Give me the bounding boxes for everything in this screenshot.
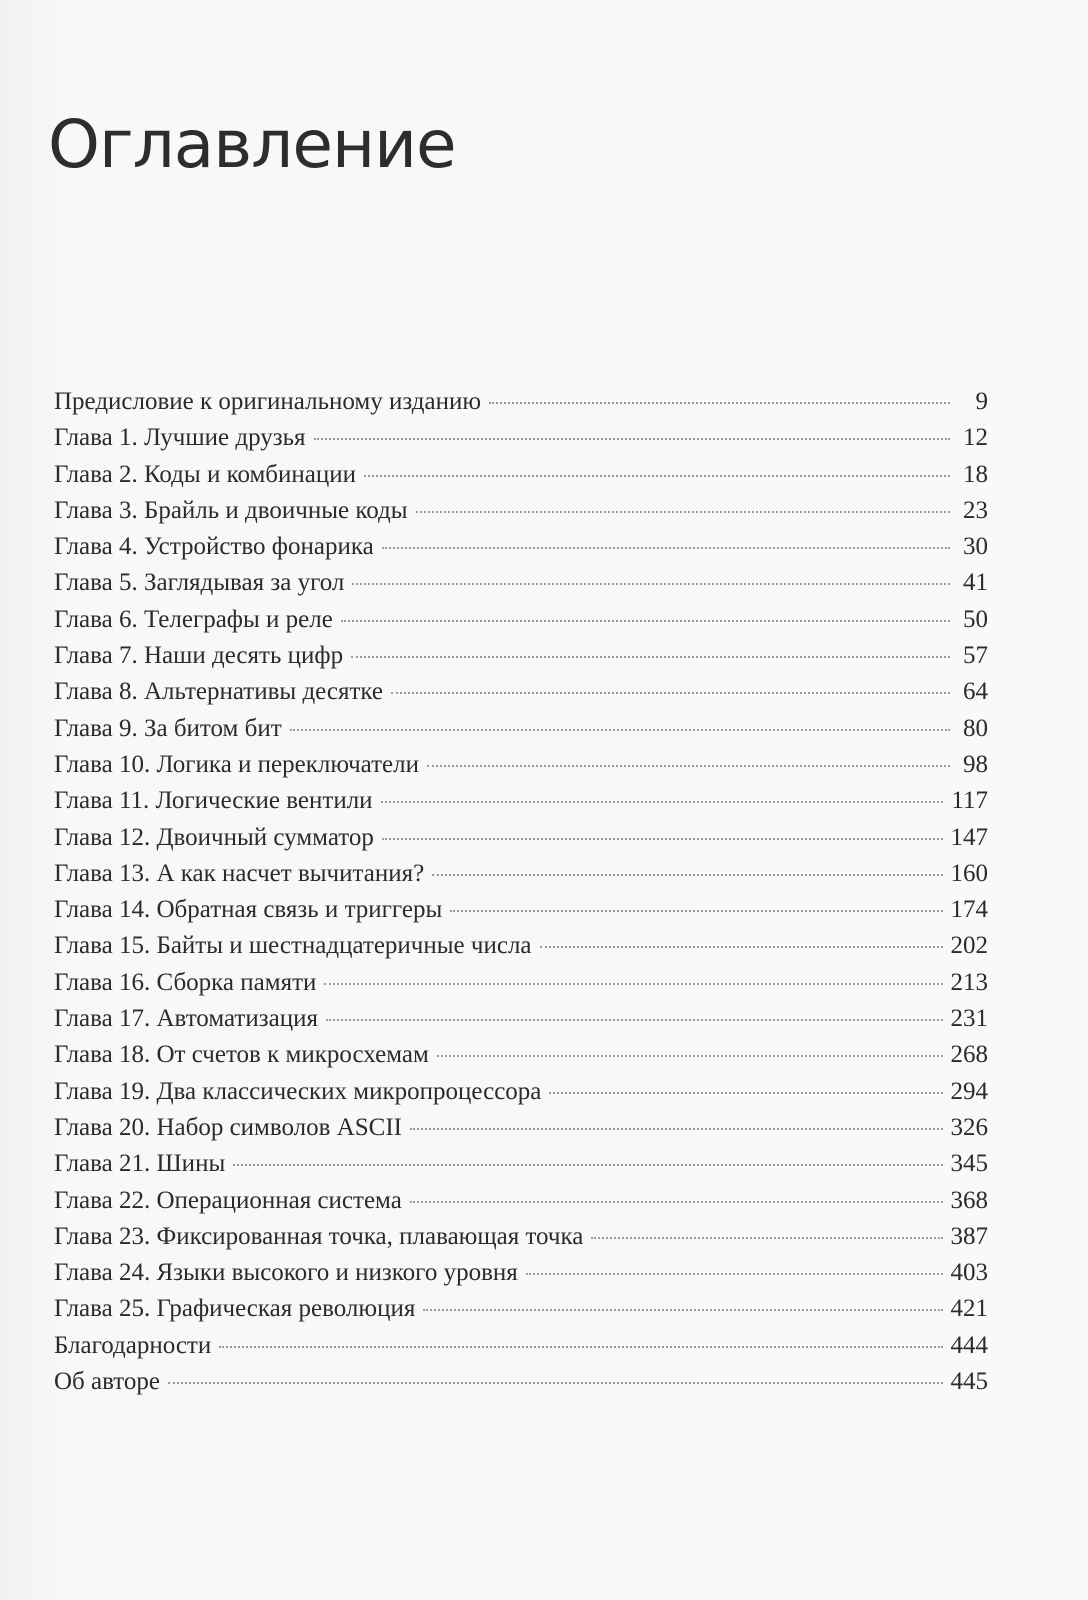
toc-entry-page-number: 294 — [950, 1077, 988, 1105]
toc-entry-page-number: 368 — [950, 1186, 988, 1214]
toc-entry-title: Глава 17. Автоматизация — [54, 1005, 318, 1033]
dot-leader — [410, 1128, 943, 1130]
dot-leader — [326, 1019, 943, 1021]
toc-entry-title: Предисловие к оригинальному изданию — [54, 388, 482, 415]
dot-leader — [290, 729, 950, 731]
dot-leader — [423, 1309, 942, 1311]
toc-entry-page-number: 174 — [950, 896, 988, 924]
table-of-contents — [54, 384, 988, 1400]
dot-leader — [233, 1164, 942, 1166]
toc-entry-page-number: 23 — [963, 496, 988, 524]
toc-entry[interactable] — [54, 1183, 988, 1219]
dot-leader — [168, 1382, 943, 1384]
toc-entry[interactable] — [54, 1001, 988, 1037]
toc-entry-page-number: 80 — [963, 714, 988, 742]
toc-entry-page-number: 9 — [975, 388, 988, 415]
dot-leader — [526, 1273, 943, 1275]
dot-leader — [437, 1055, 943, 1057]
toc-entry[interactable] — [54, 820, 988, 856]
toc-entry-title: Глава 13. А как насчет вычитания? — [54, 859, 425, 887]
dot-leader — [540, 946, 943, 948]
dot-leader — [450, 910, 942, 912]
toc-entry[interactable] — [54, 1291, 988, 1327]
toc-entry-title: Глава 14. Обратная связь и триггеры — [54, 896, 443, 924]
toc-entry-page-number: 117 — [951, 787, 988, 815]
dot-leader — [219, 1346, 942, 1348]
toc-entry[interactable] — [54, 1074, 988, 1110]
toc-entry-title: Глава 12. Двоичный сумматор — [54, 823, 374, 851]
toc-entry[interactable] — [54, 493, 988, 529]
toc-entry-title: Об авторе — [54, 1368, 160, 1396]
toc-entry-page-number: 30 — [963, 533, 988, 561]
toc-entry-title: Глава 8. Альтернативы десятке — [54, 678, 384, 706]
dot-leader — [382, 838, 943, 840]
toc-entry[interactable] — [54, 384, 988, 420]
toc-entry-page-number: 18 — [963, 460, 988, 488]
dot-leader — [352, 583, 950, 585]
toc-entry[interactable] — [54, 1255, 988, 1291]
toc-entry-title: Глава 18. От счетов к микросхемам — [54, 1041, 429, 1069]
toc-entry-page-number: 213 — [950, 968, 988, 996]
toc-entry[interactable] — [54, 1219, 988, 1255]
toc-entry-page-number: 445 — [950, 1368, 988, 1396]
toc-entry[interactable] — [54, 1110, 988, 1146]
dot-leader — [341, 620, 950, 622]
toc-entry-title: Глава 2. Коды и комбинации — [54, 460, 357, 488]
toc-entry[interactable] — [54, 602, 988, 638]
toc-entry-title: Глава 7. Наши десять цифр — [54, 642, 344, 670]
toc-entry[interactable] — [54, 783, 988, 819]
toc-entry-title: Благодарности — [54, 1331, 212, 1359]
toc-entry[interactable] — [54, 965, 988, 1001]
toc-entry-page-number: 202 — [950, 932, 988, 960]
toc-entry[interactable] — [54, 1146, 988, 1182]
toc-entry-title: Глава 24. Языки высокого и низкого уровня — [54, 1259, 518, 1287]
toc-entry[interactable] — [54, 1364, 988, 1400]
toc-entry-page-number: 160 — [950, 859, 988, 887]
toc-entry[interactable] — [54, 457, 988, 493]
dot-leader — [410, 1201, 943, 1203]
toc-entry-page-number: 50 — [963, 605, 988, 633]
toc-entry-page-number: 41 — [963, 569, 988, 597]
toc-entry-page-number: 421 — [950, 1295, 988, 1323]
dot-leader — [591, 1237, 942, 1239]
toc-entry-page-number: 403 — [950, 1259, 988, 1287]
toc-entry[interactable] — [54, 638, 988, 674]
toc-entry-page-number: 64 — [963, 678, 988, 706]
toc-entry-title: Глава 21. Шины — [54, 1150, 226, 1178]
toc-entry-title: Глава 10. Логика и переключатели — [54, 750, 419, 778]
dot-leader — [416, 511, 950, 513]
toc-entry-title: Глава 1. Лучшие друзья — [54, 424, 306, 452]
toc-entry[interactable] — [54, 565, 988, 601]
toc-entry[interactable] — [54, 529, 988, 565]
toc-entry-page-number: 444 — [950, 1331, 988, 1359]
dot-leader — [427, 765, 950, 767]
toc-entry[interactable] — [54, 1328, 988, 1364]
toc-entry[interactable] — [54, 892, 988, 928]
toc-entry-page-number: 387 — [950, 1222, 988, 1250]
dot-leader — [314, 438, 950, 440]
toc-entry-title: Глава 9. За битом бит — [54, 714, 282, 742]
dot-leader — [549, 1092, 942, 1094]
toc-entry[interactable] — [54, 420, 988, 456]
dot-leader — [432, 874, 942, 876]
toc-entry-title: Глава 20. Набор символов ASCII — [54, 1113, 402, 1141]
page-title: Оглавление — [48, 106, 456, 183]
dot-leader — [489, 402, 950, 404]
toc-entry-title: Глава 22. Операционная система — [54, 1186, 402, 1214]
toc-entry-title: Глава 19. Два классических микропроцессора — [54, 1077, 542, 1105]
toc-entry-page-number: 147 — [950, 823, 988, 851]
toc-entry[interactable] — [54, 928, 988, 964]
toc-entry-page-number: 268 — [950, 1041, 988, 1069]
dot-leader — [351, 656, 950, 658]
toc-entry-title: Глава 6. Телеграфы и реле — [54, 605, 333, 633]
toc-entry-title: Глава 11. Логические вентили — [54, 787, 373, 815]
toc-entry[interactable] — [54, 674, 988, 710]
toc-entry-title: Глава 3. Брайль и двоичные коды — [54, 496, 408, 524]
toc-entry-title: Глава 15. Байты и шестнадцатеричные числа — [54, 932, 532, 960]
toc-entry[interactable] — [54, 747, 988, 783]
dot-leader — [381, 801, 944, 803]
toc-entry[interactable] — [54, 711, 988, 747]
toc-entry-title: Глава 16. Сборка памяти — [54, 968, 317, 996]
toc-entry[interactable] — [54, 1037, 988, 1073]
toc-entry-page-number: 326 — [950, 1113, 988, 1141]
toc-entry-page-number: 57 — [963, 642, 988, 670]
toc-entry-title: Глава 5. Заглядывая за угол — [54, 569, 345, 597]
toc-entry-title: Глава 23. Фиксированная точка, плавающая точка — [54, 1222, 584, 1250]
toc-entry-page-number: 231 — [950, 1005, 988, 1033]
toc-entry-page-number: 345 — [950, 1150, 988, 1178]
dot-leader — [364, 475, 950, 477]
toc-entry-page-number: 12 — [963, 424, 988, 452]
toc-entry-title: Глава 4. Устройство фонарика — [54, 533, 374, 561]
toc-entry-page-number: 98 — [963, 750, 988, 778]
dot-leader — [382, 547, 950, 549]
dot-leader — [324, 983, 942, 985]
toc-entry[interactable] — [54, 856, 988, 892]
dot-leader — [391, 692, 950, 694]
toc-entry-title: Глава 25. Графическая революция — [54, 1295, 416, 1323]
